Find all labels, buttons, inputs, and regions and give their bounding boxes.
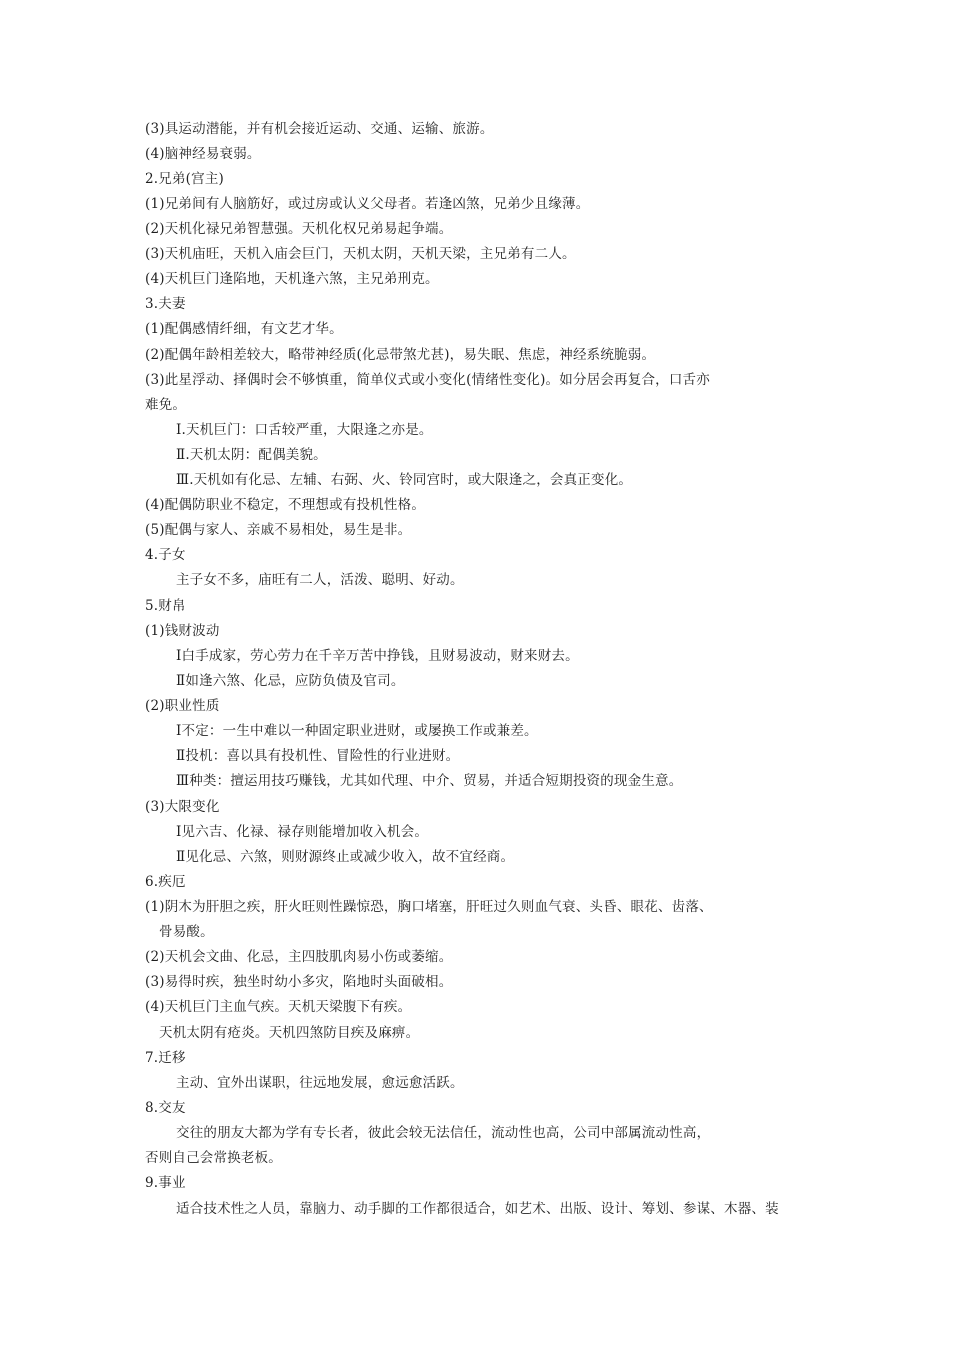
sub-item: Ⅲ.天机如有化忌、左辅、右弼、火、铃同宫时，或大限逢之，会真正变化。 (176, 472, 633, 488)
text-line: (3)易得时疾，独坐时幼小多灾，陷地时头面破相。 (145, 974, 453, 990)
text-line: (4)天机巨门逢陷地，天机逢六煞，主兄弟刑克。 (145, 271, 439, 287)
text-line: 适合技术性之人员，靠脑力、动手脚的工作都很适合，如艺术、出版、设计、筹划、参谋、木器、装 (176, 1201, 779, 1217)
sub-item: Ⅲ种类：擅运用技巧赚钱，尤其如代理、中介、贸易，并适合短期投资的现金生意。 (176, 773, 683, 789)
text-line: (4)脑神经易衰弱。 (145, 146, 261, 162)
text-line: (1)兄弟间有人脑筋好，或过房或认义父母者。若逢凶煞，兄弟少且缘薄。 (145, 196, 590, 212)
sub-item: Ⅱ投机：喜以具有投机性、冒险性的行业进财。 (176, 748, 460, 764)
text-line: (2)天机会文曲、化忌，主四肢肌肉易小伤或萎缩。 (145, 949, 453, 965)
sub-item: Ⅰ白手成家，劳心劳力在千辛万苦中挣钱，且财易波动，财来财去。 (176, 648, 579, 664)
section-heading: 5.财帛 (145, 598, 186, 614)
sub-item: Ⅱ如逢六煞、化忌，应防负债及官司。 (176, 673, 405, 689)
text-line: (1)配偶感情纤细，有文艺才华。 (145, 321, 343, 337)
section-heading: 9.事业 (145, 1175, 186, 1191)
text-line: (2)职业性质 (145, 698, 220, 714)
text-line: 主动、宜外出谋职，往远地发展，愈远愈活跃。 (176, 1075, 464, 1091)
sub-item: Ⅰ.天机巨门：口舌较严重，大限逢之亦是。 (176, 422, 433, 438)
text-line: (3)天机庙旺，天机入庙会巨门，天机太阴，天机天梁，主兄弟有二人。 (145, 246, 576, 262)
text-line: 难免。 (145, 397, 187, 413)
section-heading: 8.交友 (145, 1100, 186, 1116)
text-line: (5)配偶与家人、亲戚不易相处，易生是非。 (145, 522, 412, 538)
text-line: (2)配偶年龄相差较大，略带神经质(化忌带煞尤甚)，易失眠、焦虑，神经系统脆弱。 (145, 347, 656, 363)
text-line: (4)天机巨门主血气疾。天机天梁腹下有疾。 (145, 999, 412, 1015)
sub-item: Ⅰ见六吉、化禄、禄存则能增加收入机会。 (176, 824, 429, 840)
section-heading: 6.疾厄 (145, 874, 186, 890)
sub-item: Ⅰ不定：一生中难以一种固定职业进财，或屡换工作或兼差。 (176, 723, 538, 739)
section-heading: 7.迁移 (145, 1050, 186, 1066)
text-line: 主子女不多，庙旺有二人，活泼、聪明、好动。 (176, 572, 464, 588)
sub-item: Ⅱ.天机太阴：配偶美貌。 (176, 447, 327, 463)
sub-item: Ⅱ见化忌、六煞，则财源终止或减少收入，故不宜经商。 (176, 849, 515, 865)
text-line: 天机太阴有疮炎。天机四煞防目疾及麻痹。 (159, 1025, 420, 1041)
text-line: (3)具运动潜能，并有机会接近运动、交通、运输、旅游。 (145, 121, 494, 137)
text-line: (2)天机化禄兄弟智慧强。天机化权兄弟易起争端。 (145, 221, 453, 237)
text-line: (3)此星浮动、择偶时会不够慎重，简单仪式或小变化(情绪性变化)。如分居会再复合，口舌亦 (145, 372, 710, 388)
text-line: 交往的朋友大都为学有专长者，彼此会较无法信任，流动性也高，公司中部属流动性高， (176, 1125, 711, 1141)
text-line: (4)配偶防职业不稳定，不理想或有投机性格。 (145, 497, 426, 513)
text-line: 否则自己会常换老板。 (145, 1150, 282, 1166)
section-heading: 3.夫妻 (145, 296, 186, 312)
text-line: (1)阴木为肝胆之疾，肝火旺则性躁惊恐，胸口堵塞，肝旺过久则血气衰、头昏、眼花、齿落、 (145, 899, 713, 915)
text-line: (1)钱财波动 (145, 623, 220, 639)
section-heading: 4.子女 (145, 547, 186, 563)
text-line: 骨易酸。 (159, 924, 214, 940)
text-line: (3)大限变化 (145, 799, 220, 815)
section-heading: 2.兄弟(宫主) (145, 171, 225, 187)
